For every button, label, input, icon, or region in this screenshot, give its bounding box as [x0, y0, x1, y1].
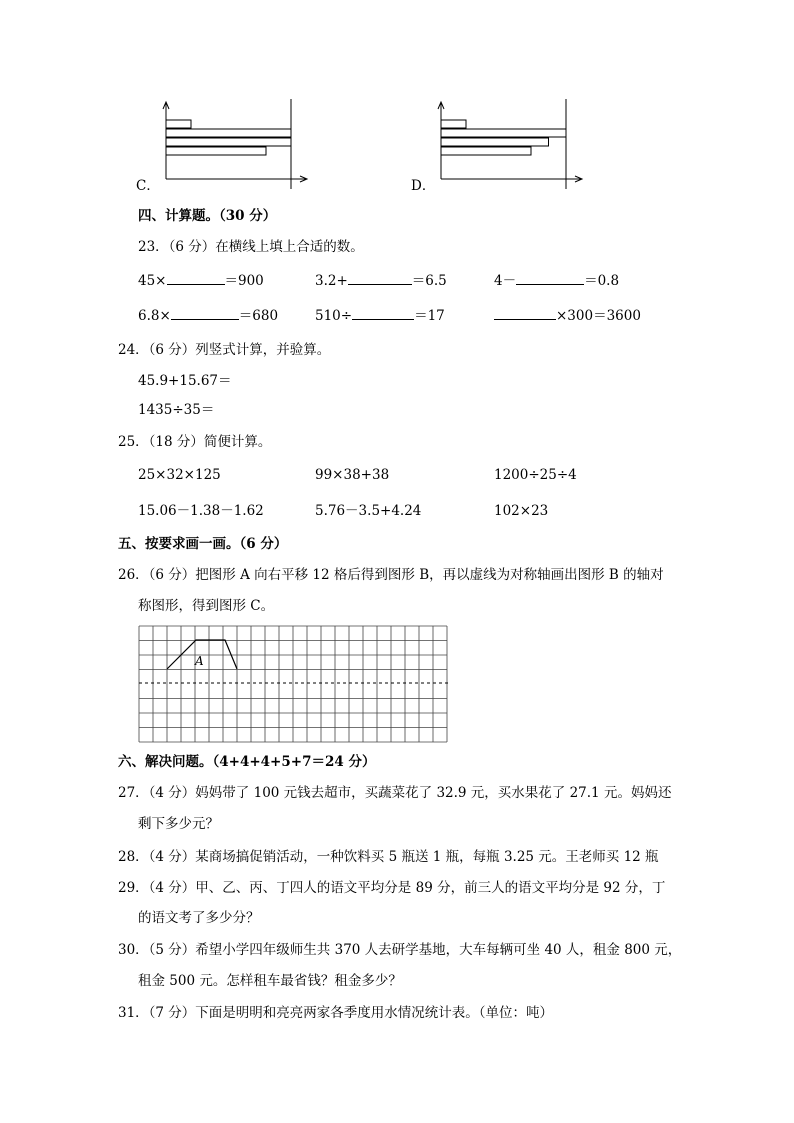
- q23-item-2-blank[interactable]: [348, 271, 412, 285]
- q30-line2: 租金 500 元。怎样租车最省钱？租金多少？: [138, 973, 402, 989]
- option-c-bar-3: [166, 138, 291, 146]
- q23-item-4-before: 6.8×: [138, 308, 171, 324]
- q23-item-3-blank[interactable]: [516, 271, 584, 285]
- q25-item-6: 102×23: [494, 503, 549, 519]
- q29-line1: 29．（4 分）甲、乙、丙、丁四人的语文平均分是 89 分，前三人的语文平均分是 92 分，丁: [118, 880, 666, 896]
- q23-item-5-blank[interactable]: [352, 306, 414, 320]
- option-c-bar-4: [166, 147, 266, 155]
- q25-item-2: 99×38+38: [315, 467, 390, 483]
- q23-item-5-before: 510÷: [315, 308, 353, 324]
- q23-item-2: [315, 271, 447, 290]
- q23-item-1-before: 45×: [138, 273, 167, 289]
- section4-heading: 四、计算题。（30 分）: [138, 208, 277, 224]
- section5-heading: 五、按要求画一画。（6 分）: [118, 536, 288, 552]
- option-d-bar-3: [441, 138, 549, 146]
- q25-item-5: 5.76－3.5+4.24: [315, 503, 422, 519]
- q23-item-4-after: ＝680: [238, 308, 279, 324]
- q25-item-1: 25×32×125: [138, 467, 221, 483]
- q23-item-5: [315, 306, 445, 325]
- option-c-bar-1: [166, 120, 191, 128]
- q23-item-3-after: ＝0.8: [584, 273, 620, 289]
- q24-item-1: 45.9+15.67＝: [138, 373, 232, 389]
- q30-line1: 30．（5 分）希望小学四年级师生共 370 人去研学基地，大车每辆可坐 40 人，租金 800 元，: [118, 942, 682, 958]
- q23-item-3-before: 4－: [494, 273, 517, 289]
- q23-item-1-blank[interactable]: [167, 271, 225, 285]
- q24-item-2: 1435÷35＝: [138, 402, 215, 418]
- option-d-figure: [405, 95, 595, 195]
- q25-item-3: 1200÷25÷4: [494, 467, 577, 483]
- q23-item-2-before: 3.2+: [315, 273, 348, 289]
- figure-a-label: A: [195, 654, 204, 668]
- section6-heading: 六、解决问题。（4+4+4+5+7＝24 分）: [118, 754, 376, 770]
- option-c-figure: [130, 95, 320, 195]
- q23-item-6-blank[interactable]: [494, 306, 556, 320]
- q27-line1: 27．（4 分）妈妈带了 100 元钱去超市，买蔬菜花了 32.9 元，买水果花了 27.1 元。妈妈还: [118, 785, 672, 801]
- q25-title: 25．（18 分）简便计算。: [118, 434, 272, 450]
- q23-item-6: [494, 306, 641, 325]
- q26-line2: 称图形，得到图形 C。: [138, 598, 275, 614]
- q25-item-4: 15.06－1.38－1.62: [138, 503, 264, 519]
- q31-line1: 31．（7 分）下面是明明和亮亮两家各季度用水情况统计表。（单位：吨）: [118, 1005, 554, 1021]
- q23-item-1: [138, 271, 264, 290]
- q23-item-6-after: ×300＝3600: [556, 308, 641, 324]
- option-c-label[interactable]: C．: [136, 178, 160, 194]
- option-c-bar-2: [166, 129, 291, 137]
- q29-line2: 的语文考了多少分？: [138, 910, 260, 926]
- q23-item-4: [138, 306, 278, 325]
- q28-line1: 28．（4 分）某商场搞促销活动，一种饮料买 5 瓶送 1 瓶，每瓶 3.25 元。王老师买 12 瓶: [118, 849, 659, 865]
- option-d-bar-4: [441, 147, 531, 155]
- option-d-bar-2: [441, 129, 566, 137]
- q26-line1: 26．（6 分）把图形 A 向右平移 12 格后得到图形 B，再以虚线为对称轴画出图形 B 的轴对: [118, 567, 664, 583]
- option-d-bar-1: [441, 120, 466, 128]
- q27-line2: 剩下多少元？: [138, 816, 219, 832]
- q23-item-4-blank[interactable]: [171, 306, 239, 320]
- q23-item-2-after: ＝6.5: [411, 273, 447, 289]
- q26-grid: [138, 625, 450, 743]
- option-d-label[interactable]: D．: [411, 178, 436, 194]
- q23-item-1-after: ＝900: [224, 273, 264, 289]
- q26-grid-figure: [138, 625, 450, 743]
- q23-item-3: [494, 271, 619, 290]
- q23-title: 23．（6 分）在横线上填上合适的数。: [138, 239, 364, 255]
- q24-title: 24．（6 分）列竖式计算，并验算。: [118, 342, 331, 358]
- q23-item-5-after: ＝17: [414, 308, 445, 324]
